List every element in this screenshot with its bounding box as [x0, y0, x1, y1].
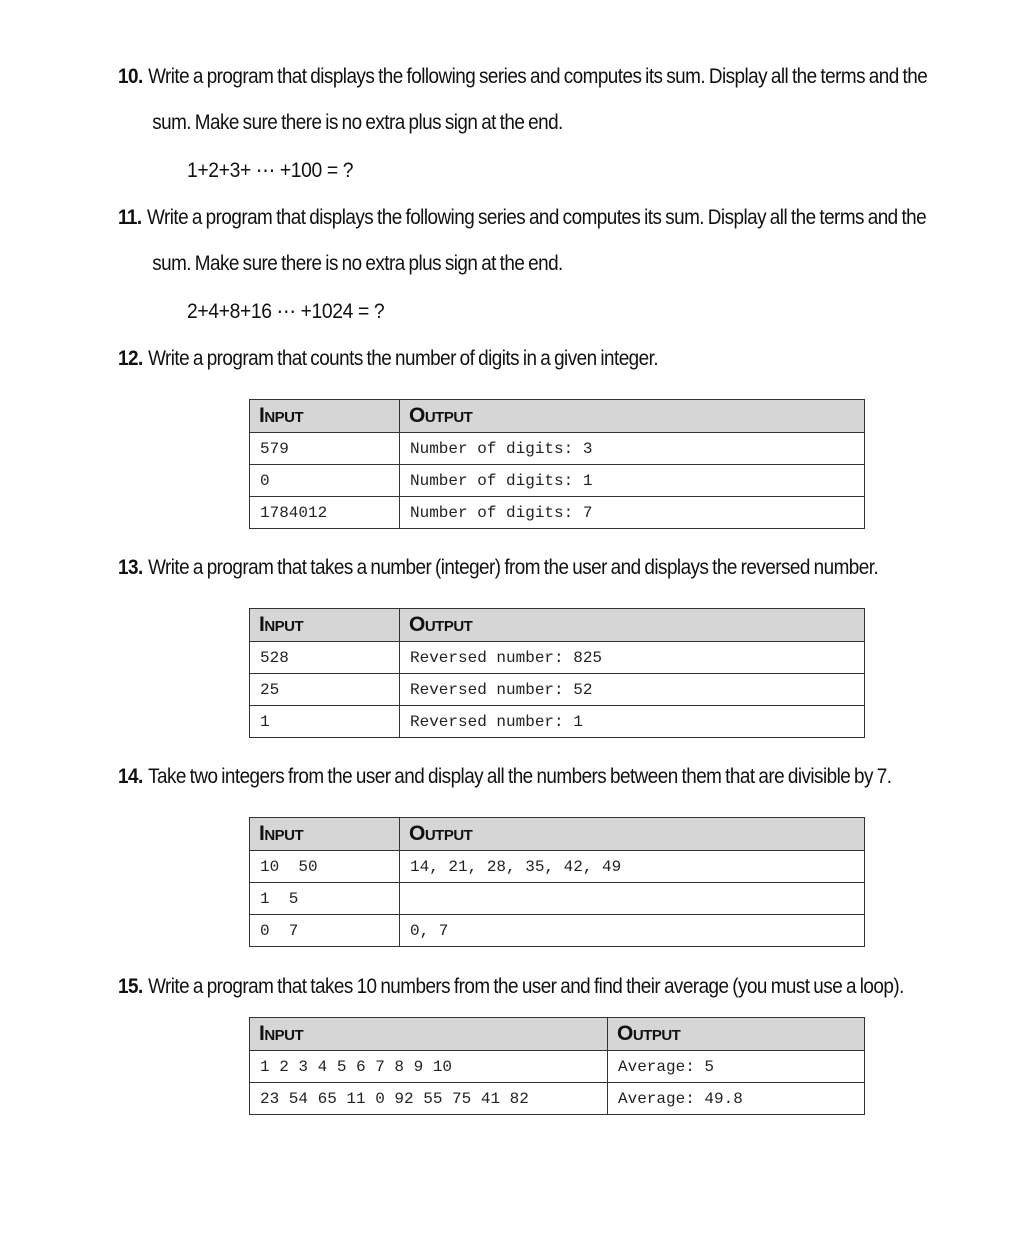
column-header-output: Output — [608, 1018, 865, 1051]
table-row — [250, 851, 865, 883]
input-cell: 1 5 — [250, 883, 400, 915]
question-text: Write a program that takes 10 numbers from the user and find their average (you must use a loop). — [148, 975, 904, 998]
question-text-line-1: Write a program that displays the following series and computes its sum. Display all the terms and the — [148, 65, 928, 88]
output-cell: Number of digits: 1 — [400, 465, 865, 497]
table-header-row — [250, 1018, 865, 1051]
series-formula: 2+4+8+16 ⋯ +1024 = ? — [187, 300, 385, 323]
table-row — [250, 465, 865, 497]
table-row — [250, 1051, 865, 1083]
question-13 — [118, 545, 878, 591]
column-header-input: Input — [250, 609, 400, 642]
question-14 — [118, 754, 891, 800]
input-cell: 1784012 — [250, 497, 400, 529]
table-row — [250, 497, 865, 529]
io-table-q13 — [249, 608, 865, 738]
table-row — [250, 915, 865, 947]
table-row — [250, 706, 865, 738]
table-row — [250, 433, 865, 465]
question-text: Take two integers from the user and display all the numbers between them that are divisible by 7. — [148, 765, 892, 788]
output-cell: 14, 21, 28, 35, 42, 49 — [400, 851, 865, 883]
table-header-row — [250, 818, 865, 851]
input-cell: 25 — [250, 674, 400, 706]
column-header-input: Input — [250, 818, 400, 851]
question-15 — [118, 964, 904, 1010]
question-number: 14. — [118, 765, 143, 788]
output-cell: Average: 49.8 — [608, 1083, 865, 1115]
input-cell: 528 — [250, 642, 400, 674]
question-number: 10. — [118, 65, 143, 88]
question-number: 15. — [118, 975, 143, 998]
output-cell: Reversed number: 52 — [400, 674, 865, 706]
io-table-q12 — [249, 399, 865, 529]
output-cell: Reversed number: 825 — [400, 642, 865, 674]
column-header-output: Output — [400, 818, 865, 851]
question-number: 11. — [118, 206, 142, 229]
output-cell: Number of digits: 7 — [400, 497, 865, 529]
input-cell: 0 7 — [250, 915, 400, 947]
question-text: Write a program that counts the number of digits in a given integer. — [148, 347, 659, 370]
output-cell: Reversed number: 1 — [400, 706, 865, 738]
input-cell: 579 — [250, 433, 400, 465]
question-text-line-2: sum. Make sure there is no extra plus sign at the end. — [152, 252, 563, 275]
column-header-output: Output — [400, 609, 865, 642]
io-table-q15 — [249, 1017, 865, 1115]
question-text-line-2: sum. Make sure there is no extra plus sign at the end. — [152, 111, 563, 134]
output-cell: Average: 5 — [608, 1051, 865, 1083]
question-11 — [118, 195, 926, 287]
table-row — [250, 883, 865, 915]
table-header-row — [250, 400, 865, 433]
column-header-output: Output — [400, 400, 865, 433]
question-text: Write a program that takes a number (integer) from the user and displays the reversed number. — [148, 556, 879, 579]
table-row — [250, 642, 865, 674]
input-cell: 23 54 65 11 0 92 55 75 41 82 — [250, 1083, 608, 1115]
question-number: 12. — [118, 347, 143, 370]
table-row — [250, 674, 865, 706]
question-text-line-1: Write a program that displays the following series and computes its sum. Display all the terms and the — [147, 206, 927, 229]
output-cell — [400, 883, 865, 915]
io-table-q14 — [249, 817, 865, 947]
table-header-row — [250, 609, 865, 642]
input-cell: 10 50 — [250, 851, 400, 883]
input-cell: 0 — [250, 465, 400, 497]
output-cell: Number of digits: 3 — [400, 433, 865, 465]
table-row — [250, 1083, 865, 1115]
question-10 — [118, 54, 927, 146]
question-number: 13. — [118, 556, 143, 579]
column-header-input: Input — [250, 400, 400, 433]
column-header-input: Input — [250, 1018, 608, 1051]
input-cell: 1 — [250, 706, 400, 738]
series-formula: 1+2+3+ ⋯ +100 = ? — [187, 159, 354, 182]
output-cell: 0, 7 — [400, 915, 865, 947]
question-12 — [118, 336, 658, 382]
input-cell: 1 2 3 4 5 6 7 8 9 10 — [250, 1051, 608, 1083]
